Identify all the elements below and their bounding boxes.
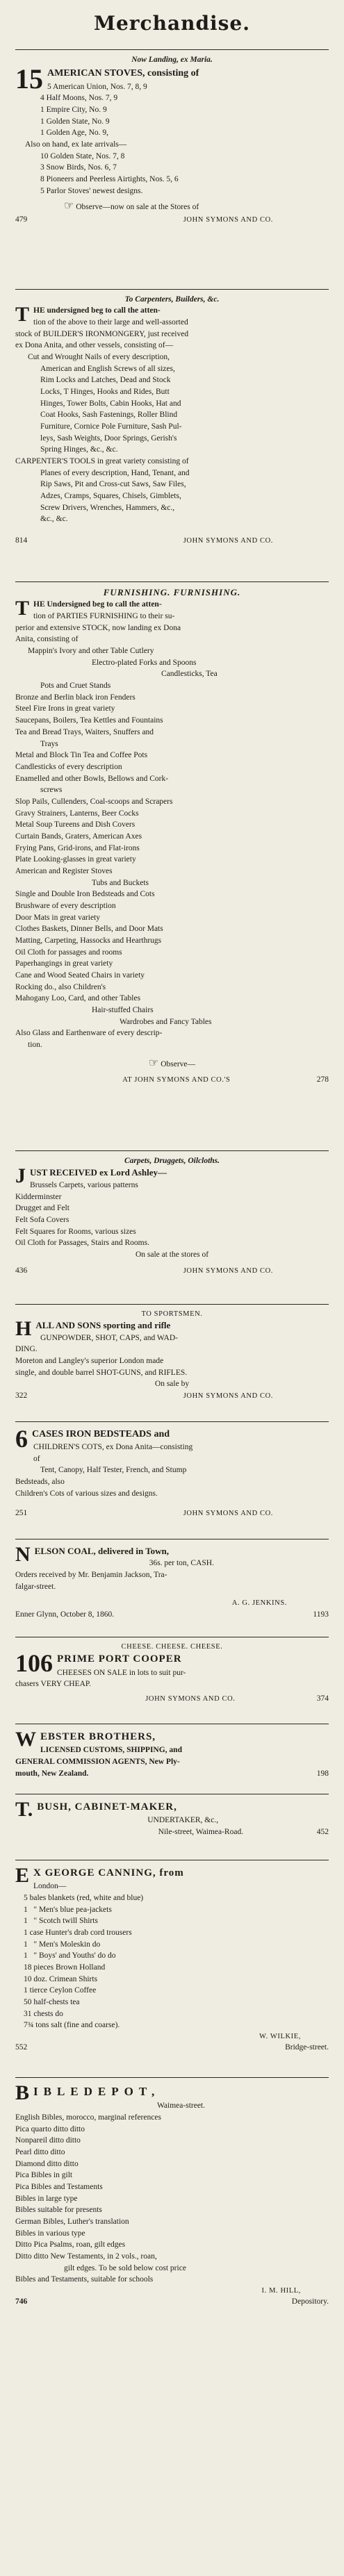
ad-line: Ditto Pica Psalms, roan, gilt edges bbox=[15, 2240, 126, 2249]
ad-line: 1 Golden Age, No. 9, bbox=[40, 129, 109, 138]
ad-street: Bridge-street. bbox=[285, 2043, 329, 2052]
ad-line: 8 Pioneers and Peerless Airtights, Nos. 5, 6 bbox=[40, 174, 179, 183]
ad-heading: Now Landing, ex Maria. bbox=[131, 55, 213, 64]
ad-line: Brussels Carpets, various patterns bbox=[30, 1181, 138, 1190]
ad-line: Also Glass and Earthenware of every descrip- bbox=[15, 1029, 163, 1038]
ad-ref: 374 bbox=[316, 1694, 329, 1703]
ad-line: falgar-street. bbox=[15, 1582, 56, 1591]
ad-ref: 746 bbox=[15, 2297, 28, 2306]
ad-line: London— bbox=[33, 1882, 67, 1891]
ad-firm: AT JOHN SYMONS AND CO.'S bbox=[122, 1075, 231, 1084]
ad-line: Saucepans, Boilers, Tea Kettles and Fountains bbox=[15, 716, 163, 725]
ad-line: of bbox=[33, 1454, 40, 1463]
ad-line: Bibles and Testaments, suitable for schools bbox=[15, 2275, 154, 2284]
ad-line: German Bibles, Luther's translation bbox=[15, 2217, 129, 2226]
ad-ref: 251 bbox=[15, 1509, 28, 1518]
ad-line: 5 Parlor Stoves' newest designs. bbox=[40, 186, 143, 195]
ad-line: Planes of every description, Hand, Tenant, and bbox=[40, 468, 190, 477]
ad-line: 31 chests do bbox=[24, 2009, 63, 2018]
ad-line: Bibles in large type bbox=[15, 2194, 78, 2203]
ad-george-canning bbox=[15, 1860, 329, 2077]
ad-ref: 278 bbox=[316, 1075, 329, 1084]
ad-line: Anita, consisting of bbox=[15, 635, 79, 644]
ad-line: stock of BUILDER'S IRONMONGERY, just received bbox=[15, 329, 189, 338]
ad-line: 36s. per ton, CASH. bbox=[149, 1559, 214, 1568]
ad-line: tion of the above to their large and well-assorted bbox=[33, 317, 188, 327]
ad-ref: 814 bbox=[15, 536, 28, 545]
ad-line: Felt Squares for Rooms, various sizes bbox=[15, 1227, 136, 1236]
ad-line: 1 tierce Ceylon Coffee bbox=[24, 1986, 97, 1995]
ad-line: gilt edges. To be sold below cost price bbox=[64, 2263, 186, 2272]
ad-observe: Observe—now on sale at the Stores of bbox=[76, 203, 199, 212]
ad-line: Also on hand, ex late arrivals— bbox=[25, 140, 127, 149]
ad-drop-letter: N bbox=[15, 1542, 31, 1566]
ad-ref: 436 bbox=[15, 1266, 28, 1275]
ad-opening: UST RECEIVED ex Lord Ashley— bbox=[30, 1167, 167, 1178]
ad-line: Screw Drivers, Wrenches, Hammers, &c., bbox=[40, 503, 175, 512]
ad-line: 5 bales blankets (red, white and blue) bbox=[24, 1894, 144, 1903]
ad-line: LICENSED CUSTOMS, SHIPPING, and bbox=[40, 1746, 182, 1755]
ad-line: Nile-street, Waimea-Road. bbox=[158, 1828, 244, 1837]
ad-line: Kidderminster bbox=[15, 1192, 62, 1201]
ad-drop-letter: E bbox=[15, 1863, 30, 1887]
ad-drop-letter: B bbox=[15, 2081, 30, 2104]
ad-line: 1 case Hunter's drab cord trousers bbox=[24, 1929, 132, 1938]
ad-ref: 198 bbox=[316, 1769, 329, 1778]
ad-drop-letter: H bbox=[15, 1316, 32, 1340]
ad-line: Cane and Wood Seated Chairs in variety bbox=[15, 971, 145, 980]
ad-line: Single and Double Iron Bedsteads and Cots bbox=[15, 890, 155, 899]
ad-line: Wardrobes and Fancy Tables bbox=[120, 1017, 212, 1026]
ad-carpenters bbox=[15, 290, 329, 581]
ad-title: AMERICAN STOVES, consisting of bbox=[47, 68, 199, 79]
ad-line: Metal Soup Tureens and Dish Covers bbox=[15, 820, 136, 829]
ad-line: Rim Locks and Latches, Dead and Stock bbox=[40, 376, 171, 385]
ad-observe: Observe— bbox=[161, 1059, 196, 1068]
ad-line: GENERAL COMMISSION AGENTS, New Ply- bbox=[15, 1758, 180, 1767]
ad-line: Slop Pails, Cullenders, Coal-scoops and Scrapers bbox=[15, 797, 173, 806]
ad-line: Children's Cots of various sizes and designs. bbox=[15, 1489, 158, 1498]
ad-line: Matting, Carpeting, Hassocks and Hearthrugs bbox=[15, 936, 162, 945]
ad-line: ex Dona Anita, and other vessels, consisting of— bbox=[15, 341, 174, 350]
ad-line: CHEESES ON SALE in lots to suit pur- bbox=[57, 1668, 186, 1677]
ad-drop-letter: J bbox=[15, 1164, 26, 1188]
ad-opening: HE Undersigned beg to call the atten- bbox=[33, 600, 162, 609]
ad-line: Cut and Wrought Nails of every description, bbox=[28, 352, 170, 361]
ad-line: Tent, Canopy, Half Tester, French, and Stump bbox=[40, 1466, 187, 1475]
ad-line: Candlesticks, Tea bbox=[161, 670, 218, 679]
ad-line: leys, Sash Weights, Door Springs, Gerish's bbox=[40, 434, 177, 443]
ad-line: On sale by bbox=[154, 1380, 190, 1389]
ad-opening: ELSON COAL, delivered in Town, bbox=[34, 1545, 170, 1556]
ad-bush-cabinet-maker bbox=[15, 1794, 329, 1860]
ad-bible-depot bbox=[15, 2078, 329, 2314]
ad-line: Electro-plated Forks and Spoons bbox=[92, 658, 197, 667]
ad-line: 4 Half Moons, Nos. 7, 9 bbox=[40, 94, 118, 103]
ad-number: 106 bbox=[15, 1649, 53, 1677]
ad-number: 6 bbox=[15, 1424, 28, 1453]
ad-line: Oil Cloth for Passages, Stairs and Rooms. bbox=[15, 1239, 149, 1248]
ad-line: Bibles in various type bbox=[15, 2229, 85, 2238]
ad-nelson-coal bbox=[15, 1539, 329, 1637]
ad-heading: CHEESE. CHEESE. CHEESE. bbox=[121, 1642, 223, 1651]
ad-line: tion. bbox=[28, 1040, 42, 1049]
ad-firm: JOHN SYMONS AND CO. bbox=[183, 537, 273, 545]
ad-line: English Bibles, morocco, marginal references bbox=[15, 2113, 161, 2122]
ad-line: Bibles suitable for presents bbox=[15, 2206, 102, 2215]
ad-line: Mahogany Loo, Card, and other Tables bbox=[15, 994, 141, 1003]
ad-line: Diamond ditto ditto bbox=[15, 2159, 79, 2168]
ad-line: Spring Hinges, &c., &c. bbox=[40, 445, 118, 454]
ad-drop-letter: T bbox=[15, 303, 30, 327]
ad-ref: 1193 bbox=[313, 1610, 329, 1619]
ad-line: 1 Golden State, No. 9 bbox=[40, 117, 110, 126]
ad-line: UNDERTAKER, &c., bbox=[147, 1816, 219, 1825]
ad-line: Furniture, Cornice Pole Furniture, Sash Pul- bbox=[40, 422, 182, 431]
ad-line: Felt Sofa Covers bbox=[15, 1216, 69, 1225]
ad-line: Pearl ditto ditto bbox=[15, 2147, 65, 2156]
ad-cheese bbox=[15, 1637, 329, 1724]
ad-heading: Carpets, Druggets, Oilcloths. bbox=[124, 1156, 220, 1165]
ad-line: 1 " Men's Moleskin do bbox=[24, 1940, 101, 1949]
ad-line: 10 doz. Crimean Shirts bbox=[24, 1974, 98, 1983]
ad-line: tion of PARTIES FURNISHING to their su- bbox=[33, 612, 175, 621]
ad-ref: 452 bbox=[316, 1828, 329, 1837]
pointing-hand-icon: ☞ bbox=[64, 200, 74, 213]
ad-line: Mappin's Ivory and other Table Cutlery bbox=[28, 647, 154, 656]
ad-line: Trays bbox=[40, 739, 58, 748]
ad-line: American and English Screws of all sizes, bbox=[40, 364, 175, 373]
masthead: Merchandise. bbox=[93, 12, 250, 35]
ad-line: Plate Looking-glasses in great variety bbox=[15, 855, 136, 864]
ad-ref: 322 bbox=[15, 1392, 28, 1401]
ad-line: &c., &c. bbox=[40, 515, 68, 524]
ad-opening: IBLEDEPOT, bbox=[33, 2084, 161, 2098]
ad-firm: JOHN SYMONS AND CO. bbox=[145, 1694, 236, 1703]
ad-line: Oil Cloth for passages and rooms bbox=[15, 948, 122, 957]
ad-line: 10 Golden State, Nos. 7, 8 bbox=[40, 151, 125, 160]
ad-line: American and Register Stoves bbox=[15, 866, 113, 875]
ad-title: CASES IRON BEDSTEADS and bbox=[32, 1428, 170, 1439]
ad-line: DING. bbox=[15, 1345, 38, 1354]
ad-line: Bedsteads, also bbox=[15, 1477, 65, 1486]
ad-line: Frying Pans, Grid-irons, and Flat-irons bbox=[15, 843, 140, 852]
ad-line: Paperhangings in great variety bbox=[15, 959, 113, 968]
ad-line: Steel Fire Irons in great variety bbox=[15, 704, 115, 713]
ad-line: 1 " Scotch twill Shirts bbox=[24, 1917, 98, 1926]
ad-line: Door Mats in great variety bbox=[15, 913, 100, 922]
ad-line: CHILDREN'S COTS, ex Dona Anita—consisting bbox=[33, 1442, 193, 1451]
ad-line: 50 half-chests tea bbox=[24, 1998, 80, 2007]
ad-line: chasers VERY CHEAP. bbox=[15, 1680, 91, 1689]
ad-line: Pica Bibles in gilt bbox=[15, 2171, 73, 2180]
ad-line: mouth, New Zealand. bbox=[15, 1769, 89, 1778]
ad-heading: FURNISHING. FURNISHING. bbox=[103, 586, 241, 597]
ad-line: Moreton and Langley's superior London made bbox=[15, 1357, 164, 1365]
ad-drop-letter: T bbox=[15, 597, 30, 620]
ad-line: screws bbox=[40, 786, 63, 795]
ad-line: Brushware of every description bbox=[15, 901, 116, 910]
ad-line: Rip Saws, Pit and Cross-cut Saws, Saw Files, bbox=[40, 480, 186, 489]
ad-line: 7¾ tons salt (fine and coarse). bbox=[24, 2021, 120, 2030]
ad-furnishing bbox=[15, 582, 329, 1150]
ad-ref: 552 bbox=[15, 2043, 28, 2052]
ad-line: GUNPOWDER, SHOT, CAPS, and WAD- bbox=[40, 1333, 178, 1342]
ad-line: Hinges, Tower Bolts, Cabin Hooks, Hat and bbox=[40, 399, 181, 408]
ad-line: Rocking do., also Children's bbox=[15, 982, 106, 991]
ad-line: Drugget and Felt bbox=[15, 1204, 69, 1213]
ad-line: Tubs and Buckets bbox=[92, 878, 149, 887]
ad-line: Locks, T Hinges, Hooks and Rides, Butt bbox=[40, 387, 170, 396]
ad-line: Tea and Bread Trays, Waiters, Snuffers and bbox=[15, 727, 154, 736]
ad-drop-letter: T. bbox=[15, 1797, 33, 1821]
ad-american-stoves bbox=[15, 50, 329, 289]
ad-line: 1 " Boys' and Youths' do do bbox=[24, 1951, 116, 1960]
ad-firm: JOHN SYMONS AND CO. bbox=[183, 216, 273, 224]
ad-firm: JOHN SYMONS AND CO. bbox=[183, 1266, 273, 1275]
ad-line: 1 Empire City, No. 9 bbox=[40, 105, 107, 114]
ad-line: Metal and Block Tin Tea and Coffee Pots bbox=[15, 751, 148, 760]
ad-signature: A. G. JENKINS. bbox=[231, 1599, 287, 1608]
ad-line: Coat Hooks, Sash Fastenings, Roller Blind bbox=[40, 411, 178, 420]
ad-opening: ALL AND SONS sporting and rifle bbox=[35, 1319, 171, 1330]
ad-webster-brothers bbox=[15, 1724, 329, 1794]
ad-line: Enamelled and other Bowls, Bellows and Cork- bbox=[15, 774, 169, 783]
ad-line: Pica quarto ditto ditto bbox=[15, 2124, 85, 2133]
ad-line: 3 Snow Birds, Nos. 6, 7 bbox=[40, 163, 117, 172]
ad-line: 18 pieces Brown Holland bbox=[24, 1963, 106, 1972]
ad-carpets bbox=[15, 1151, 329, 1304]
ad-sportsmen bbox=[15, 1305, 329, 1421]
ad-dateline: Enner Glynn, October 8, 1860. bbox=[15, 1610, 115, 1619]
ad-line: Pica Bibles and Testaments bbox=[15, 2182, 103, 2191]
ad-opening: HE undersigned beg to call the atten- bbox=[33, 306, 161, 315]
ad-line: Candlesticks of every description bbox=[15, 762, 122, 771]
pointing-hand-icon: ☞ bbox=[148, 1057, 159, 1069]
ad-drop-letter: W bbox=[15, 1727, 36, 1751]
ad-subheading: Waimea-street. bbox=[157, 2102, 205, 2111]
ad-line: Ditto ditto New Testaments, in 2 vols., roan, bbox=[15, 2252, 157, 2261]
ad-line: Nonpareil ditto ditto bbox=[15, 2136, 81, 2145]
ad-line: Curtain Bands, Graters, American Axes bbox=[15, 832, 142, 841]
ad-ref: 479 bbox=[15, 215, 28, 224]
ad-line: Clothes Baskets, Dinner Bells, and Door Mats bbox=[15, 925, 163, 934]
ad-line: Bronze and Berlin black iron Fenders bbox=[15, 693, 136, 702]
ad-line: perior and extensive STOCK, now landing ex Dona bbox=[15, 623, 181, 632]
ad-line: On sale at the stores of bbox=[135, 1250, 209, 1260]
ad-line: Gravy Strainers, Lanterns, Beer Cocks bbox=[15, 809, 139, 818]
ad-line: 5 American Union, Nos. 7, 8, 9 bbox=[47, 82, 147, 91]
ad-opening: EBSTER BROTHERS, bbox=[40, 1731, 156, 1742]
ad-title-line: Depository. bbox=[291, 2297, 329, 2306]
ad-number: 15 bbox=[15, 63, 43, 95]
ad-line: single, and double barrel SHOT-GUNS, and RIFLES. bbox=[15, 1368, 188, 1377]
ad-firm: JOHN SYMONS AND CO. bbox=[183, 1510, 273, 1518]
ad-signature: I. M. HILL, bbox=[261, 2286, 301, 2295]
ad-heading: TO SPORTSMEN. bbox=[141, 1310, 203, 1318]
ad-firm: JOHN SYMONS AND CO. bbox=[183, 1392, 273, 1401]
ad-title: PRIME PORT COOPER bbox=[57, 1653, 182, 1665]
ad-line: Orders received by Mr. Benjamin Jackson, Tra- bbox=[15, 1571, 167, 1580]
ad-line: Adzes, Cramps, Squares, Chisels, Gimblets, bbox=[40, 492, 181, 501]
ad-opening: X GEORGE CANNING, from bbox=[33, 1867, 184, 1879]
ad-line: Hair-stuffed Chairs bbox=[92, 1005, 154, 1014]
ad-line: CARPENTER'S TOOLS in great variety consisting of bbox=[15, 457, 189, 465]
ad-bedsteads bbox=[15, 1422, 329, 1539]
ad-opening: BUSH, CABINET-MAKER, bbox=[37, 1801, 177, 1813]
ad-line: 1 " Men's blue pea-jackets bbox=[24, 1905, 112, 1914]
ad-signature: W. WILKIE, bbox=[259, 2033, 301, 2041]
ad-line: Pots and Cruet Stands bbox=[40, 682, 111, 691]
ad-heading: To Carpenters, Builders, &c. bbox=[124, 295, 220, 304]
